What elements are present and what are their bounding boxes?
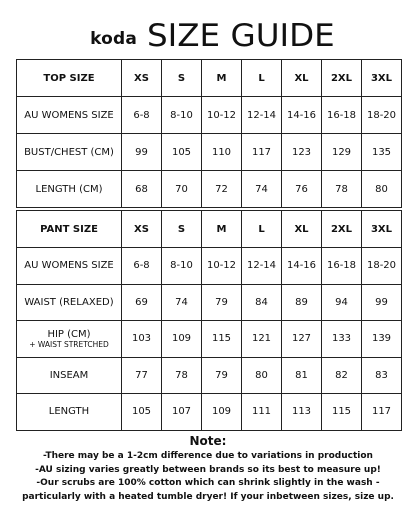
size-header-cell: M bbox=[202, 211, 242, 248]
size-header-cell: S bbox=[162, 60, 202, 97]
value-cell: 76 bbox=[282, 171, 322, 208]
value-cell: 111 bbox=[242, 394, 282, 431]
size-header-cell: L bbox=[242, 60, 282, 97]
value-cell: 109 bbox=[162, 321, 202, 358]
value-cell: 18-20 bbox=[362, 97, 402, 134]
value-cell: 72 bbox=[202, 171, 242, 208]
row-label-cell bbox=[17, 394, 122, 431]
value-cell: 84 bbox=[242, 284, 282, 321]
value-cell: 10-12 bbox=[202, 97, 242, 134]
value-cell: 69 bbox=[122, 284, 162, 321]
row-label: INSEAM bbox=[49, 369, 89, 381]
value-cell: 68 bbox=[122, 171, 162, 208]
notes-line: -Our scrubs are 100% cotton which can shrink slightly in the wash - bbox=[36, 478, 380, 488]
row-label-cell bbox=[17, 321, 122, 358]
size-header-cell: XL bbox=[282, 211, 322, 248]
value-cell: 107 bbox=[162, 394, 202, 431]
value-cell: 16-18 bbox=[322, 97, 362, 134]
value-cell: 121 bbox=[242, 321, 282, 358]
value-cell: 78 bbox=[162, 357, 202, 394]
notes-section bbox=[0, 433, 416, 504]
row-label-cell bbox=[17, 97, 122, 134]
row-label: AU WOMENS SIZE bbox=[24, 109, 114, 121]
value-cell: 117 bbox=[242, 134, 282, 171]
row-label: WAIST (RELAXED) bbox=[24, 296, 114, 308]
row-label: AU WOMENS SIZE bbox=[24, 260, 114, 272]
value-cell: 94 bbox=[322, 284, 362, 321]
value-cell: 83 bbox=[362, 357, 402, 394]
size-header-cell: 3XL bbox=[362, 60, 402, 97]
value-cell: 113 bbox=[282, 394, 322, 431]
brand-logo: koda bbox=[90, 29, 138, 49]
size-header-cell: XS bbox=[122, 60, 162, 97]
value-cell: 89 bbox=[282, 284, 322, 321]
value-cell: 110 bbox=[202, 134, 242, 171]
table-row bbox=[17, 134, 402, 171]
size-header-cell: M bbox=[202, 60, 242, 97]
value-cell: 115 bbox=[322, 394, 362, 431]
row-label: LENGTH (CM) bbox=[35, 183, 103, 195]
value-cell: 109 bbox=[202, 394, 242, 431]
value-cell: 123 bbox=[282, 134, 322, 171]
row-label: LENGTH bbox=[48, 406, 90, 418]
table-row bbox=[17, 171, 402, 208]
size-header-cell: 2XL bbox=[322, 60, 362, 97]
value-cell: 117 bbox=[362, 394, 402, 431]
notes-title: Note: bbox=[189, 434, 227, 448]
value-cell: 99 bbox=[122, 134, 162, 171]
value-cell: 74 bbox=[162, 284, 202, 321]
value-cell: 77 bbox=[122, 357, 162, 394]
row-label-cell bbox=[17, 248, 122, 285]
row-label-cell bbox=[17, 357, 122, 394]
value-cell: 115 bbox=[202, 321, 242, 358]
value-cell: 79 bbox=[202, 284, 242, 321]
top-size-table bbox=[16, 59, 402, 208]
value-cell: 81 bbox=[282, 357, 322, 394]
size-header-cell: L bbox=[242, 211, 282, 248]
row-label-cell bbox=[17, 284, 122, 321]
value-cell: 99 bbox=[362, 284, 402, 321]
value-cell: 18-20 bbox=[362, 248, 402, 285]
value-cell: 74 bbox=[242, 171, 282, 208]
value-cell: 139 bbox=[362, 321, 402, 358]
table-header-row bbox=[17, 60, 402, 97]
size-header-cell: 2XL bbox=[322, 211, 362, 248]
value-cell: 105 bbox=[162, 134, 202, 171]
value-cell: 14-16 bbox=[282, 248, 322, 285]
value-cell: 78 bbox=[322, 171, 362, 208]
value-cell: 16-18 bbox=[322, 248, 362, 285]
table-row bbox=[17, 248, 402, 285]
table-row bbox=[17, 97, 402, 134]
table-row bbox=[17, 357, 402, 394]
header bbox=[0, 14, 416, 54]
row-sublabel: + WAIST STRETCHED bbox=[29, 339, 109, 349]
value-cell: 82 bbox=[322, 357, 362, 394]
notes-line: particularly with a heated tumble dryer! If your inbetween sizes, size up. bbox=[22, 491, 394, 502]
table-row bbox=[17, 394, 402, 431]
row-label: HIP (CM) bbox=[47, 328, 91, 340]
value-cell: 10-12 bbox=[202, 248, 242, 285]
row-label-cell bbox=[17, 171, 122, 208]
table-header-row bbox=[17, 211, 402, 248]
row-label: BUST/CHEST (CM) bbox=[24, 146, 114, 158]
value-cell: 6-8 bbox=[122, 248, 162, 285]
page-title: SIZE GUIDE bbox=[147, 18, 335, 54]
table-row bbox=[17, 284, 402, 321]
value-cell: 70 bbox=[162, 171, 202, 208]
value-cell: 129 bbox=[322, 134, 362, 171]
value-cell: 135 bbox=[362, 134, 402, 171]
table-row bbox=[17, 321, 402, 358]
notes-line: -AU sizing varies greatly between brands so its best to measure up! bbox=[35, 464, 381, 475]
value-cell: 12-14 bbox=[242, 97, 282, 134]
value-cell: 80 bbox=[362, 171, 402, 208]
value-cell: 105 bbox=[122, 394, 162, 431]
value-cell: 79 bbox=[202, 357, 242, 394]
value-cell: 80 bbox=[242, 357, 282, 394]
size-header-cell: 3XL bbox=[362, 211, 402, 248]
size-header-cell: XS bbox=[122, 211, 162, 248]
row-label-cell bbox=[17, 134, 122, 171]
value-cell: 6-8 bbox=[122, 97, 162, 134]
pant-size-table bbox=[16, 210, 402, 431]
table-title-cell: PANT SIZE bbox=[17, 211, 122, 248]
value-cell: 8-10 bbox=[162, 248, 202, 285]
value-cell: 8-10 bbox=[162, 97, 202, 134]
size-header-cell: S bbox=[162, 211, 202, 248]
size-header-cell: XL bbox=[282, 60, 322, 97]
value-cell: 133 bbox=[322, 321, 362, 358]
value-cell: 14-16 bbox=[282, 97, 322, 134]
value-cell: 103 bbox=[122, 321, 162, 358]
value-cell: 12-14 bbox=[242, 248, 282, 285]
table-title-cell: TOP SIZE bbox=[17, 60, 122, 97]
notes-line: -There may be a 1-2cm difference due to variations in production bbox=[43, 451, 373, 461]
value-cell: 127 bbox=[282, 321, 322, 358]
